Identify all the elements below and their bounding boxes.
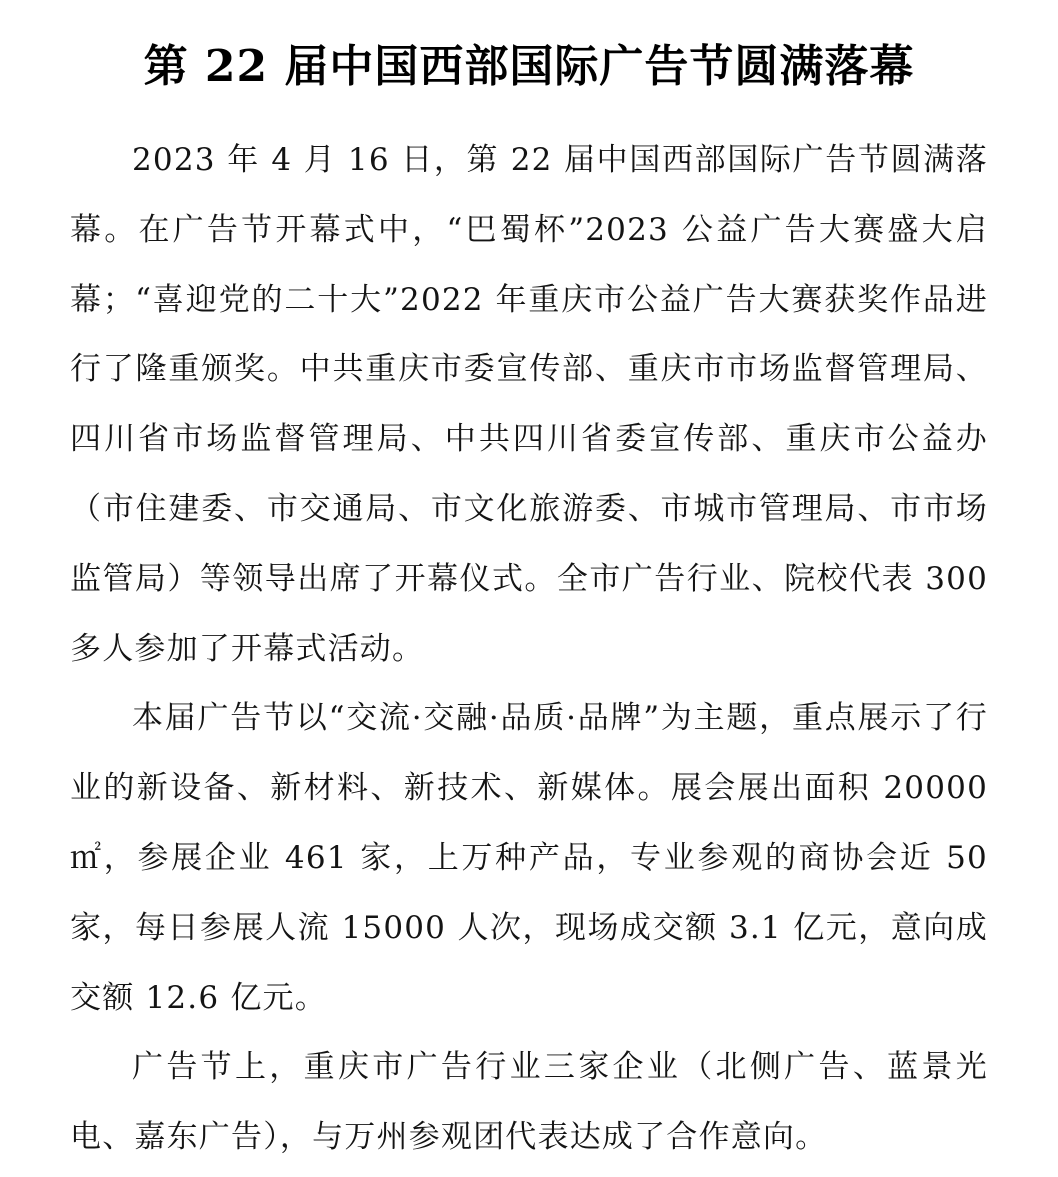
- article-body: [70, 126, 988, 1173]
- paragraph-cooperation: 广告节上，重庆市广告行业三家企业（北侧广告、蓝景光电、嘉东广告），与万州参观团代表达成了合作意向。: [70, 1049, 988, 1156]
- paragraph-opening: 2023 年 4 月 16 日，第 22 届中国西部国际广告节圆满落幕。在广告节开幕式中，“巴蜀杯”2023 公益广告大赛盛大启幕；“喜迎党的二十大”2022 年重庆市公益广告大赛获奖作品进行了隆重颁奖。中共重庆市委宣传部、重庆市市场监督管理局、四川省市场监督管理局、中共四川省委宣传部、重庆市公益办（市住建委、市交通局、市文化旅游委、市城市管理局、市市场监管局）等领导出席了开幕仪式。全市广告行业、院校代表 300 多人参加了开幕式活动。: [70, 142, 988, 667]
- article-title: 第 22 届中国西部国际广告节圆满落幕: [143, 41, 915, 92]
- paragraph-exhibition: 本届广告节以“交流·交融·品质·品牌”为主题，重点展示了行业的新设备、新材料、新技术、新媒体。展会展出面积 20000㎡，参展企业 461 家，上万种产品，专业参观的商协会近 50 家，每日参展人流 15000 人次，现场成交额 3.1 亿元，意向成交额 12.6 亿元。: [70, 700, 988, 1016]
